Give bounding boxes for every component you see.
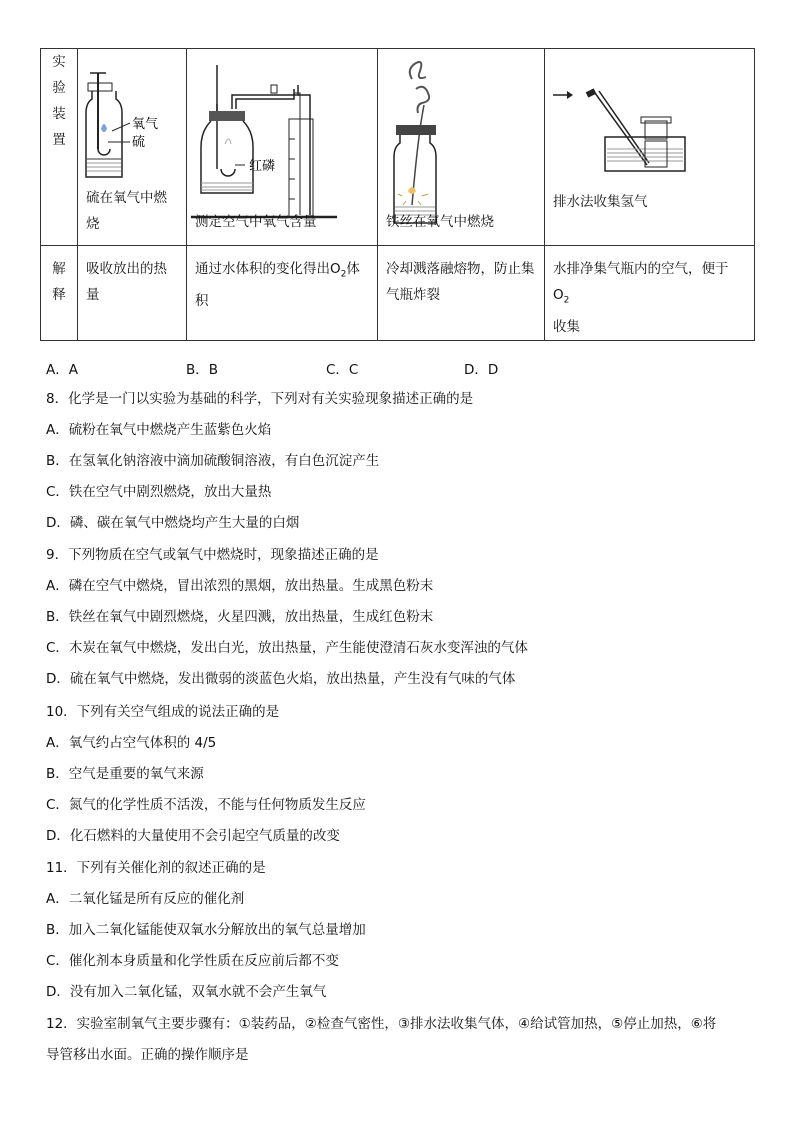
option-a[interactable]: A．二氧化锰是所有反应的催化剂 <box>46 891 245 907</box>
option-a[interactable]: A．磷在空气中燃烧，冒出浓烈的黑烟，放出热量。生成黑色粉末 <box>46 578 434 594</box>
option-d[interactable]: D．没有加入二氧化锰，双氧水就不会产生氧气 <box>46 984 327 1000</box>
question-12 <box>46 1013 756 1066</box>
question-stem: 10．下列有关空气组成的说法正确的是 <box>46 704 280 720</box>
option-c[interactable]: C．氮气的化学性质不活泼，不能与任何物质发生反应 <box>46 797 366 813</box>
label-sulfur: 硫 <box>132 135 146 150</box>
option-c[interactable]: C．C <box>326 362 359 378</box>
option-d[interactable]: D．硫在氧气中燃烧，发出微弱的淡蓝色火焰，放出热量，产生没有气味的气体 <box>46 671 516 687</box>
apparatus-d <box>545 49 755 246</box>
question-stem: 8．化学是一门以实验为基础的科学，下列对有关实验现象描述正确的是 <box>46 391 474 407</box>
explanation-a: 吸收放出的热 量 <box>78 246 187 341</box>
option-b[interactable]: B．铁丝在氧气中剧烈燃烧，火星四溅，放出热量，生成红色粉末 <box>46 609 434 625</box>
label-red-phosphorus: 红磷 <box>249 159 276 174</box>
option-d[interactable]: D．D <box>464 362 499 378</box>
option-c[interactable]: C．催化剂本身质量和化学性质在反应前后都不变 <box>46 953 339 969</box>
water-displacement-diagram <box>545 49 755 245</box>
option-a[interactable]: A．氧气约占空气体积的 4/5 <box>46 735 217 751</box>
option-b[interactable]: B．空气是重要的氧气来源 <box>46 766 204 782</box>
question-9 <box>46 544 756 690</box>
label-oxygen: 氧气 <box>132 117 159 132</box>
explanation-d: 水排净集气瓶内的空气，便于 $O_2$ 收集 <box>545 246 755 341</box>
option-a[interactable]: A．硫粉在氧气中燃烧产生蓝紫色火焰 <box>46 422 272 438</box>
option-d[interactable]: D．化石燃料的大量使用不会引起空气质量的改变 <box>46 828 340 844</box>
experiment-table <box>40 48 755 341</box>
option-b[interactable]: B．加入二氧化锰能使双氧水分解放出的氧气总量增加 <box>46 922 366 938</box>
apparatus-b <box>187 49 378 246</box>
apparatus-c <box>378 49 545 246</box>
row-header-apparatus: 实 验 装 置 <box>41 49 78 246</box>
question-11 <box>46 857 756 1003</box>
option-a[interactable]: A．A <box>46 362 78 378</box>
question-stem: 9．下列物质在空气或氧气中燃烧时，现象描述正确的是 <box>46 547 379 563</box>
caption-b: 测定空气中氧气含量 <box>195 214 317 230</box>
option-b[interactable]: B．B <box>186 362 219 378</box>
option-b[interactable]: B．在氢氧化钠溶液中滴加硫酸铜溶液，有白色沉淀产生 <box>46 453 380 469</box>
caption-a: 硫在氧气中燃 烧 <box>86 190 167 232</box>
apparatus-a <box>78 49 187 246</box>
question-10 <box>46 701 756 847</box>
explanation-b: 通过水体积的变化得出$O_2$体 积 <box>187 246 378 341</box>
question-8 <box>46 388 756 534</box>
row-header-explanation: 解 释 <box>41 246 78 341</box>
q7-options <box>46 358 566 378</box>
question-stem-continued: 导管移出水面。正确的操作顺序是 <box>46 1047 249 1063</box>
question-stem: 11．下列有关催化剂的叙述正确的是 <box>46 860 266 876</box>
caption-c: 铁丝在氧气中燃烧 <box>386 214 494 230</box>
option-c[interactable]: C．木炭在氧气中燃烧，发出白光，放出热量，产生能使澄清石灰水变浑浊的气体 <box>46 640 528 656</box>
explanation-c: 冷却溅落融熔物，防止集 气瓶炸裂 <box>378 246 545 341</box>
caption-d: 排水法收集氢气 <box>553 194 648 210</box>
option-c[interactable]: C．铁在空气中剧烈燃烧，放出大量热 <box>46 484 272 500</box>
option-d[interactable]: D．磷、碳在氧气中燃烧均产生大量的白烟 <box>46 515 300 531</box>
question-stem: 12．实验室制氧气主要步骤有：①装药品，②检查气密性，③排水法收集气体，④给试管加热，⑤停止加热，⑥将 <box>46 1016 717 1032</box>
